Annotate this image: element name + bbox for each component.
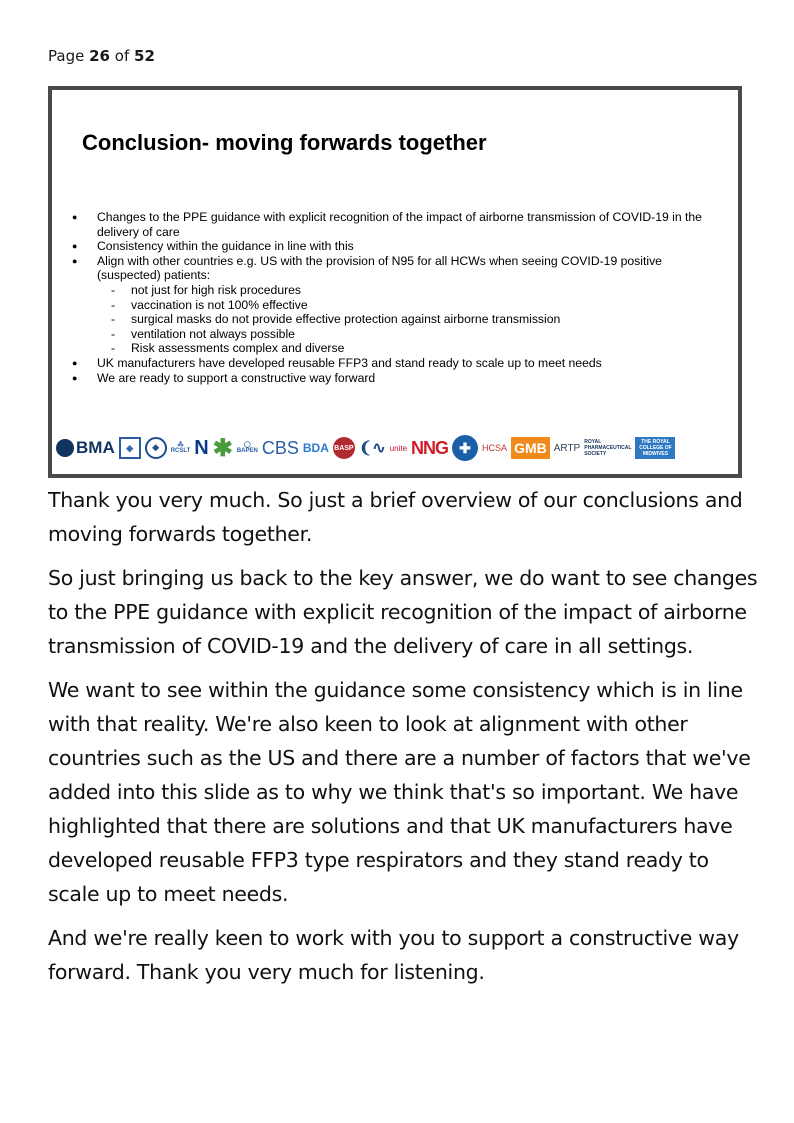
slide-sub-bullet-list: [97, 283, 722, 356]
bma-emblem-icon: [56, 439, 74, 457]
nng-logo: NNG: [411, 437, 449, 458]
cbs-logo: CBS: [261, 437, 299, 458]
slide-bullet: [72, 254, 722, 356]
star-of-life-icon: ✱: [212, 434, 233, 462]
page-of: of: [114, 47, 130, 65]
slide-sub-bullet: - surgical masks do not provide effective protection against airborne transmission: [97, 312, 722, 327]
slide-sub-bullet: - vaccination is not 100% effective: [97, 298, 722, 313]
rcslt-logo: ⁂ RCSLT: [170, 442, 191, 454]
bma-logo: BMA: [56, 437, 115, 459]
slide-bullet: ● Changes to the PPE guidance with explicit recognition of the impact of airborne transmission of COVID-19 in the delivery of care: [72, 210, 722, 239]
slide-bullet-list: [72, 210, 722, 385]
page-current: 26: [89, 47, 110, 65]
slide-bullet: ● UK manufacturers have developed reusable FFP3 and stand ready to scale up to meet needs: [72, 356, 722, 371]
slide-sub-bullet: - not just for high risk procedures: [97, 283, 722, 298]
royal-college-of-midwives-logo: THE ROYAL COLLEGE OF MIDWIVES: [635, 437, 675, 459]
slide-sub-bullet: - ventilation not always possible: [97, 327, 722, 342]
swirl-logo-icon: ❨∿: [358, 440, 386, 457]
paragraph: We want to see within the guidance some consistency which is in line with that reality. We're also keen to look at alignment with other countries such as the US and there are a number of factors that we've added into this slide as to why we think that's so important. We have highlighted that there are solutions and that UK manufacturers have developed reusable FFP3 type respirators and they stand ready to scale up to meet needs.: [48, 678, 751, 906]
bda-logo: BDA: [302, 441, 329, 455]
slide-sub-bullet: - Risk assessments complex and diverse: [97, 341, 722, 356]
paragraph: Thank you very much. So just a brief overview of our conclusions and moving forwards together.: [48, 488, 743, 546]
medical-cross-icon: ✚: [452, 435, 478, 461]
paragraph: And we're really keen to work with you to support a constructive way forward. Thank you very much for listening.: [48, 926, 739, 984]
page-prefix: Page: [48, 47, 85, 65]
page-total: 52: [134, 47, 155, 65]
slide-image: [48, 86, 742, 478]
square-crest-logo: ◈: [119, 437, 141, 459]
bapen-logo: ◯ BAPEN: [236, 442, 258, 454]
n-logo: N: [194, 436, 209, 459]
slide-bullet: ● Consistency within the guidance in line with this: [72, 239, 722, 254]
royal-pharmaceutical-society-logo: ROYAL PHARMACEUTICAL SOCIETY: [584, 439, 632, 457]
slide-bullet-text: Align with other countries e.g. US with the provision of N95 for all HCWs when seeing COVID-19 positive (suspected) patients:: [97, 253, 662, 283]
transcript-text: [48, 483, 760, 999]
gmb-logo: GMB: [511, 437, 550, 459]
slide-title: Conclusion- moving forwards together: [82, 130, 487, 155]
hcsa-logo: HCSA: [482, 443, 508, 453]
basp-logo: BASP: [333, 437, 355, 459]
unite-logo: unite: [389, 443, 408, 453]
artp-logo: ARTP: [553, 442, 581, 454]
slide-bullet: ● We are ready to support a constructive way forward: [72, 371, 722, 386]
paragraph: So just bringing us back to the key answer, we do want to see changes to the PPE guidance with explicit recognition of the impact of airborne transmission of COVID-19 and the delivery of care in all settings.: [48, 566, 758, 658]
page-number: [48, 47, 155, 65]
round-crest-logo: ❖: [145, 437, 167, 459]
organisation-logos: [56, 434, 742, 462]
